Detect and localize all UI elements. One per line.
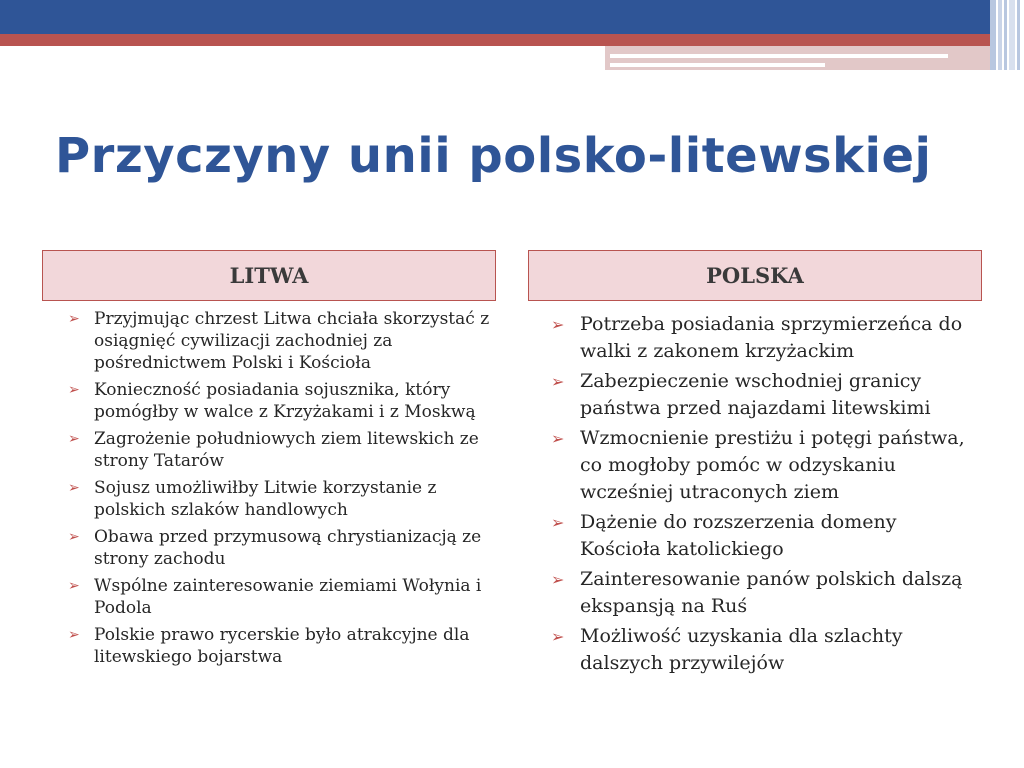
top-banner-blue	[0, 0, 990, 34]
list-item: ➢ Zabezpieczenie wschodniej granicy państwa przed najazdami litewskimi	[551, 370, 931, 419]
arrow-bullet-icon: ➢	[551, 513, 565, 532]
arrow-bullet-icon: ➢	[551, 315, 565, 334]
top-banner-red	[0, 34, 990, 46]
list-item: ➢ Zagrożenie południowych ziem litewskich ze strony Tatarów	[68, 429, 479, 471]
column-header-litwa: LITWA	[42, 250, 496, 301]
arrow-bullet-icon: ➢	[551, 429, 565, 448]
litwa-reasons-list	[68, 308, 493, 673]
list-item: ➢ Konieczność posiadania sojusznika, który pomógłby w walce z Krzyżakami i z Moskwą	[68, 380, 476, 422]
arrow-bullet-icon: ➢	[68, 382, 80, 398]
column-header-polska: POLSKA	[528, 250, 982, 301]
list-item: ➢ Dążenie do rozszerzenia domeny Kościoła katolickiego	[551, 511, 897, 560]
arrow-bullet-icon: ➢	[68, 431, 80, 447]
list-item: ➢ Potrzeba posiadania sprzymierzeńca do walki z zakonem krzyżackim	[551, 313, 963, 362]
list-item: ➢ Polskie prawo rycerskie było atrakcyjne dla litewskiego bojarstwa	[68, 625, 470, 667]
arrow-bullet-icon: ➢	[68, 578, 80, 594]
arrow-bullet-icon: ➢	[551, 372, 565, 391]
polska-reasons-list	[551, 311, 981, 680]
arrow-bullet-icon: ➢	[68, 311, 80, 327]
top-banner-line	[610, 54, 948, 58]
list-item: ➢ Obawa przed przymusową chrystianizacją ze strony zachodu	[68, 527, 482, 569]
arrow-bullet-icon: ➢	[551, 570, 565, 589]
banner-side-stripes	[990, 0, 1024, 70]
list-item: ➢ Możliwość uzyskania dla szlachty dalszych przywilejów	[551, 625, 903, 674]
slide-title: Przyczyny unii polsko-litewskiej	[55, 128, 932, 184]
list-item: ➢ Wspólne zainteresowanie ziemiami Wołynia i Podola	[68, 576, 482, 618]
arrow-bullet-icon: ➢	[68, 627, 80, 643]
arrow-bullet-icon: ➢	[68, 529, 80, 545]
arrow-bullet-icon: ➢	[551, 627, 565, 646]
arrow-bullet-icon: ➢	[68, 480, 80, 496]
list-item: ➢ Wzmocnienie prestiżu i potęgi państwa, co mogłoby pomóc w odzyskaniu wcześniej utraconych ziem	[551, 427, 965, 503]
top-banner-line	[610, 63, 825, 67]
list-item: ➢ Przyjmując chrzest Litwa chciała skorzystać z osiągnięć cywilizacji zachodniej za pośrednictwem Polski i Kościoła	[68, 309, 490, 373]
list-item: ➢ Sojusz umożliwiłby Litwie korzystanie z polskich szlaków handlowych	[68, 478, 437, 520]
list-item: ➢ Zainteresowanie panów polskich dalszą ekspansją na Ruś	[551, 568, 963, 617]
